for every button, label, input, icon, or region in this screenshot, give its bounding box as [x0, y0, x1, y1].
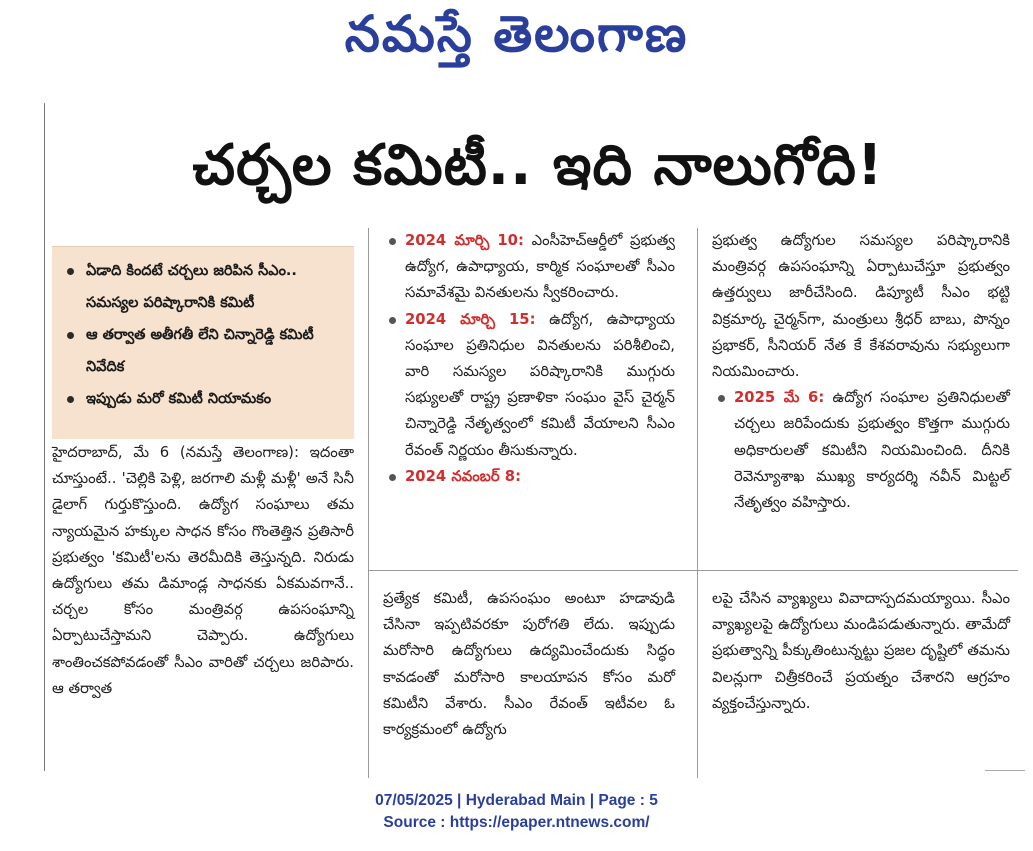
timeline-entry [383, 228, 675, 307]
column-divider [697, 228, 698, 778]
timeline-entry [712, 385, 1010, 516]
timeline-text: ఉద్యోగ సంఘాల ప్రతినిధులతో చర్చలు జరిపేందుకు ప్రభుత్వం కొత్తగా ముగ్గురు అధికారులతో కమిటీని నియమించింది. దీనికి రెవెన్యూశాఖ ముఖ్య కార్యదర్శి నవీన్ మిట్టల్ నేతృత్వం వహిస్తారు. [734, 389, 1010, 512]
article-column-continued-2 [712, 586, 1010, 717]
footer-source-link[interactable]: Source : https://epaper.ntnews.com/ [383, 814, 650, 831]
intro-paragraph: హైదరాబాద్, మే 6 (నమస్తే తెలంగాణ): ఇదంతా చూస్తుంటే.. 'చెల్లికి పెళ్లి, జరగాలి మళ్లీ మళ్లీ' అనే సినీ డైలాగ్ గుర్తుకొస్తుంది. ఉద్యోగ సంఘాలు తమ న్యాయమైన హక్కుల సాధన కోసం గొంతెత్తిన ప్రతిసారీ ప్రభుత్వం 'కమిటీ'లను తెరమీదికి తెస్తున్నది. నిరుడు ఉద్యోగులు తమ డిమాండ్ల సాధనకు ఏకమవగానే.. చర్చల కోసం మంత్రివర్గ ఉపసంఘాన్ని ఏర్పాటుచేస్తామని చెప్పారు. ఉద్యోగులు శాంతించకపోవడంతో సీఎం వారితో చర్చలు జరిపారు. ఆ తర్వాత [52, 444, 354, 697]
highlights-box [52, 246, 354, 439]
timeline-date: 2024 మార్చి 15: [405, 310, 536, 328]
highlight-item: ఆ తర్వాత అతీగతీ లేని చిన్నారెడ్డి కమిటీ నివేదిక [64, 319, 346, 383]
page-left-border [44, 103, 45, 771]
timeline-text: ఎంసీహెచ్ఆర్డీలో ప్రభుత్వ ఉద్యోగ, ఉపాధ్యాయ, కార్మిక సంఘాలతో సీఎం సమావేశమై వినతులను స్వీకరించారు. [405, 232, 675, 302]
timeline-text: ఉద్యోగ, ఉపాధ్యాయ సంఘాల ప్రతినిధుల వినతులను పరిశీలించి, వారి సమస్యల పరిష్కారానికి ముగ్గురు సభ్యులతో రాష్ట్ర ప్రణాళికా సంఘం వైస్ చైర్మన్ చిన్నారెడ్డి నేతృత్వంలో కమిటీ వేయాలని సీఎం రేవంత్ నిర్ణయం తీసుకున్నారు. [405, 310, 675, 459]
footer-edition-info: 07/05/2025 | Hyderabad Main | Page : 5 [375, 792, 658, 809]
timeline-date: 2024 మార్చి 10: [405, 232, 524, 249]
end-rule [985, 770, 1025, 771]
continued-paragraph: ప్రత్యేక కమిటీ, ఉపసంఘం అంటూ హడావుడి చేసినా ఇప్పటివరకూ పురోగతి లేదు. ఇప్పుడు మరోసారి ఉద్యోగులు ఉద్యమించేందుకు సిద్ధం కావడంతో మరోసారి కాలయాపన కోసం మరో కమిటీని వేశారు. సీఎం రేవంత్ ఇటీవల ఓ కార్యక్రమంలో ఉద్యోగు [383, 590, 675, 739]
highlights-list [52, 247, 354, 415]
highlight-item: ఇప్పుడు మరో కమిటీ నియామకం [64, 383, 346, 415]
article-column-intro [52, 440, 354, 702]
timeline-bottom-rule [368, 570, 1018, 571]
timeline-date: 2025 మే 6: [734, 389, 825, 407]
timeline-column-2 [712, 228, 1010, 516]
timeline-date: 2024 నవంబర్ 8: [405, 467, 521, 485]
continued-paragraph: లపై చేసిన వ్యాఖ్యలు వివాదాస్పదమయ్యాయి. సీఎం వ్యాఖ్యలపై ఉద్యోగులు మండిపడుతున్నారు. తామేదో ప్రభుత్వాన్ని పీక్కుతింటున్నట్టు ప్రజల దృష్టిలో తమను విలన్లుగా చిత్రీకరించే ప్రయత్నం చేశారని ఆగ్రహం వ్యక్తంచేస్తున్నారు. [712, 590, 1010, 712]
article-headline: చర్చల కమిటీ.. ఇది నాలుగోది! [192, 133, 884, 198]
timeline-entry [383, 307, 675, 464]
timeline-entry [383, 464, 675, 490]
timeline-text: ప్రభుత్వ ఉద్యోగుల సమస్యల పరిష్కారానికి మంత్రివర్గ ఉపసంఘాన్ని ఏర్పాటుచేస్తూ ప్రభుత్వం ఉత్తర్వులు జారీచేసింది. డిప్యూటీ సీఎం భట్టి విక్రమార్క చైర్మన్‌గా, మంత్రులు శ్రీధర్ బాబు, పొన్నం ప్రభాకర్, సీనియర్ నేత కే కేశవరావును సభ్యులుగా నియమించారు. [712, 232, 1010, 381]
newspaper-masthead: నమస్తే తెలంగాణ [344, 4, 689, 63]
highlight-item: ఏడాది కిందటే చర్చలు జరిపిన సీఎం.. సమస్యల పరిష్కారానికి కమిటీ [64, 255, 346, 319]
column-divider [368, 228, 369, 778]
timeline-column-1 [383, 228, 675, 490]
article-column-continued-1 [383, 586, 675, 743]
